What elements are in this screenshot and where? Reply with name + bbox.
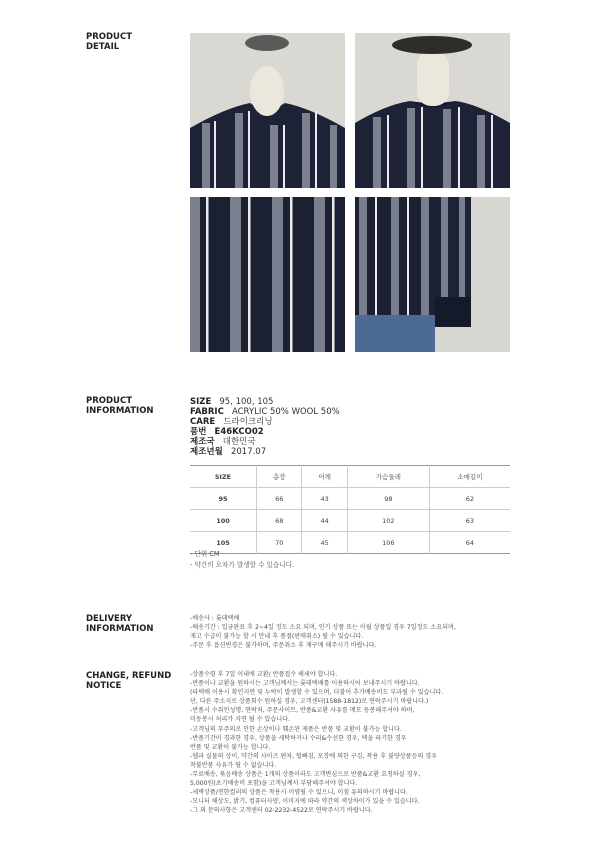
chest-col-header: 가슴둘레 bbox=[347, 466, 429, 488]
table-row: 100 68 44 102 63 bbox=[190, 510, 510, 532]
change-refund-lines bbox=[190, 670, 443, 816]
list-item: 5,000원(초기배송비 포함)을 고객님께서 부담해주셔야 합니다. bbox=[190, 780, 358, 788]
photo-fabric-closeup bbox=[190, 197, 345, 352]
product-info-list bbox=[190, 397, 340, 457]
list-item: 미동봉시 처리가 지연 될 수 있습니다. bbox=[190, 716, 290, 724]
list-item: -고객님의 부주의로 인한 손상이나 훼손된 제품은 반품 및 교환이 불가능 합니다. bbox=[190, 725, 402, 733]
list-item: -상품수령 후 7일 이내에 교환/ 반품접수 해세야 합니다. bbox=[190, 671, 338, 678]
list-item: (타택배 이용시 확인지연 및 누락이 발생할 수 있으며, 더불어 추가배송비도 부과될 수 있습니다. bbox=[190, 689, 444, 697]
change-refund-title: CHANGE, REFUND NOTICE bbox=[86, 671, 172, 691]
list-item: -모니터 해상도, 밝기, 컴퓨터사양, 이미지에 따라 약간의 색상차이가 있을 수 있습니다. bbox=[190, 798, 420, 806]
length-col-header: 총장 bbox=[257, 466, 302, 488]
list-item: -그 외 문의사항은 고객센터 02-2232-4522로 연락주시기 바랍니다. bbox=[190, 807, 373, 815]
photo-front-collar bbox=[190, 33, 345, 188]
info-row-size: SIZE 95, 100, 105 bbox=[190, 397, 274, 407]
list-item: -배송기간 : 입금완료 후 2~4일 정도 소요 되며, 인기 상품 또는 이월 상품일 경우 7일정도 소요되며, bbox=[190, 624, 456, 632]
delivery-title: DELIVERY INFORMATION bbox=[86, 614, 154, 634]
info-row-origin: 제조국 대한민국 bbox=[190, 437, 256, 447]
shoulder-col-header: 어깨 bbox=[302, 466, 347, 488]
info-row-care: CARE 드라이크리닝 bbox=[190, 417, 273, 427]
list-item: -배송사 : 롯데택배 bbox=[190, 615, 240, 622]
delivery-lines bbox=[190, 614, 456, 650]
list-item: 반품 및 교환이 불가능 합니다. bbox=[190, 743, 271, 751]
list-item: -반품이나 교환을 원하시는 고객님께서는 롯데택배를 이용하시어 보내주시기 바랍니다. bbox=[190, 680, 420, 688]
info-row-fabric: FABRIC ACRYLIC 50% WOOL 50% bbox=[190, 407, 340, 417]
photo-back-collar bbox=[355, 33, 510, 188]
list-item: 단, 다른 주소지로 상품회수 원하실 경우, 고객센터(1588-1812)로 연락주시기 바랍니다.) bbox=[190, 698, 429, 706]
detail-title: PRODUCT DETAIL bbox=[86, 32, 132, 52]
size-table bbox=[190, 465, 510, 554]
table-row: 105 70 45 106 64 bbox=[190, 532, 510, 554]
product-info-title: PRODUCT INFORMATION bbox=[86, 396, 154, 416]
table-row: 95 66 43 98 62 bbox=[190, 488, 510, 510]
list-item: -무료배송, 묶음배송 상품은 1개의 상품이라도 고객변심으로 반품&교환 요청하실 경우, bbox=[190, 771, 421, 779]
list-item: 착불반품 사유가 될 수 없습니다. bbox=[190, 761, 277, 769]
list-item: -웹과 실물의 상이, 약간의 사이즈 편차, 털빠짐, 포장에 의한 구김, 착용 후 불량상품등의 경우 bbox=[190, 752, 438, 760]
list-item: -주문 후 옵션변경은 불가하며, 주문취소 후 재구매 해주시기 바랍니다. bbox=[190, 642, 377, 650]
sleeve-col-header: 소매길이 bbox=[429, 466, 510, 488]
tolerance-note: - 약간의 오차가 발생할 수 있습니다. bbox=[190, 561, 295, 569]
photo-sleeve-cuff bbox=[355, 197, 510, 352]
info-row-date: 제조년월 2017.07 bbox=[190, 447, 267, 457]
list-item: -반품기간이 경과한 경우, 상품을 세탁하거나 수리&수선한 경우, 택을 파기한 경우 bbox=[190, 734, 407, 742]
list-item: -세벽상품/전한컬러의 상품은 착용시 이염될 수 있으니, 이점 유의하시기 바랍니다. bbox=[190, 789, 408, 797]
info-row-style-number: 품번 E46KCO02 bbox=[190, 427, 264, 437]
size-notes bbox=[190, 549, 294, 571]
list-item: 재고 수급이 불가능 할 시 안내 후 품절(판매취소) 될 수 있습니다. bbox=[190, 633, 364, 641]
unit-note: - 단위 CM bbox=[190, 550, 220, 558]
size-col-header: SIZE bbox=[214, 472, 232, 481]
list-item: -반품시 수취인성명, 연락처, 주문사이트, 반품&교환 사유를 메모 동봉해주셔야 하며, bbox=[190, 707, 415, 715]
size-table-header bbox=[190, 466, 510, 488]
